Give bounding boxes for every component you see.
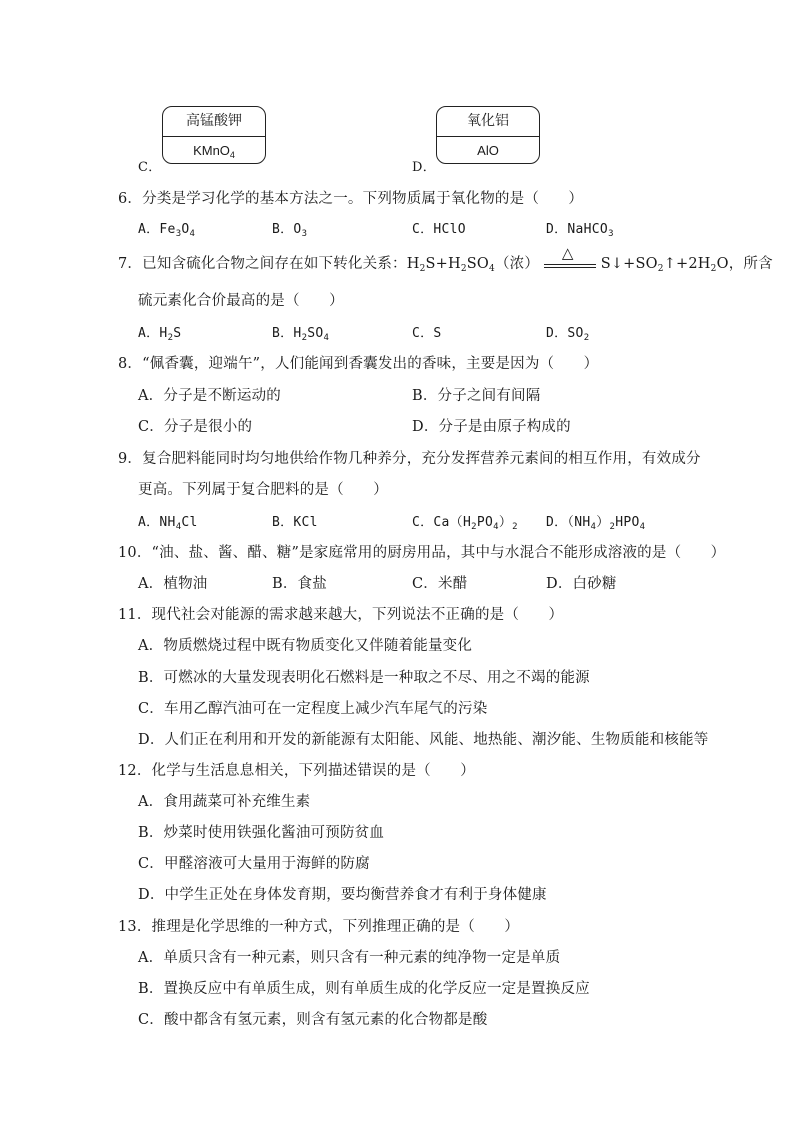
q6-option-a: A．$Fe_3O_4$ bbox=[138, 222, 196, 239]
q12-option-c: C．甲醛溶液可大量用于海鲜的防腐 bbox=[138, 856, 370, 872]
kmno4-card bbox=[162, 106, 266, 164]
q10-option-b: B．食盐 bbox=[272, 576, 327, 592]
q7-option-d: D．$SO_2$ bbox=[546, 326, 590, 343]
question-8-stem: 8．“佩香囊，迎端午”，人们能闻到香囊发出的香味，主要是因为（ ） bbox=[118, 356, 599, 372]
heating-condition-arrow bbox=[544, 244, 596, 272]
card-name: 高锰酸钾 bbox=[163, 107, 265, 137]
card-formula: KMnO$_4$ bbox=[193, 143, 235, 160]
q7-option-c: C．S bbox=[412, 326, 442, 341]
q8-option-b: B．分子之间有间隔 bbox=[412, 388, 541, 404]
q6-option-b: B．$O_3$ bbox=[272, 222, 308, 239]
q7-option-a: A．$H_2S$ bbox=[138, 326, 182, 343]
q12-option-a: A．食用蔬菜可补充维生素 bbox=[138, 794, 311, 810]
option-c-label: C． bbox=[138, 160, 162, 175]
q11-option-d: D．人们正在利用和开发的新能源有太阳能、风能、地热能、潮汐能、生物质能和核能等 bbox=[138, 732, 709, 748]
q12-option-b: B．炒菜时使用铁强化酱油可预防贫血 bbox=[138, 825, 385, 841]
q10-option-c: C．米醋 bbox=[412, 576, 468, 592]
q6-option-c: C．HClO bbox=[412, 222, 466, 237]
question-9-stem: 9．复合肥料能同时均匀地供给作物几种养分，充分发挥营养元素间的相互作用，有效成分 bbox=[118, 451, 701, 467]
option-d-label: D． bbox=[412, 160, 437, 175]
q11-option-b: B．可燃冰的大量发现表明化石燃料是一种取之不尽、用之不竭的能源 bbox=[138, 670, 590, 686]
q9-option-a: A．$NH_4Cl$ bbox=[138, 515, 198, 532]
q8-option-c: C．分子是很小的 bbox=[138, 419, 253, 435]
q13-option-a: A．单质只含有一种元素，则只含有一种元素的纯净物一定是单质 bbox=[138, 950, 561, 966]
question-12-stem: 12．化学与生活息息相关，下列描述错误的是（ ） bbox=[118, 763, 475, 779]
q8-option-d: D．分子是由原子构成的 bbox=[412, 419, 571, 435]
question-6-stem: 6．分类是学习化学的基本方法之一。下列物质属于氧化物的是（ ） bbox=[118, 191, 584, 207]
q6-option-d: D．NaHCO$_3$ bbox=[546, 222, 614, 239]
q10-option-d: D．白砂糖 bbox=[546, 576, 617, 592]
question-13-stem: 13．推理是化学思维的一种方式，下列推理正确的是（ ） bbox=[118, 919, 520, 935]
card-formula: AlO bbox=[477, 143, 499, 158]
question-11-stem: 11．现代社会对能源的需求越来越大，下列说法不正确的是（ ） bbox=[118, 607, 564, 623]
q9-option-c: C．$Ca(H_2PO_4)_2$ bbox=[412, 515, 518, 532]
q8-option-a: A．分子是不断运动的 bbox=[138, 388, 281, 404]
q13-option-b: B．置换反应中有单质生成，则有单质生成的化学反应一定是置换反应 bbox=[138, 981, 590, 997]
q9-option-d: D．$(NH_4)_2HPO_4$ bbox=[546, 515, 646, 532]
q11-option-a: A．物质燃烧过程中既有物质变化又伴随着能量变化 bbox=[138, 638, 473, 654]
question-7-stem-line2: 硫元素化合价最高的是（ ） bbox=[138, 293, 344, 309]
question-7-stem: 7．已知含硫化合物之间存在如下转化关系：$H_2S+H_2SO_4$（浓） △ $S↓+SO_2↑+2H_2O$，所含 bbox=[118, 244, 773, 274]
q9-option-b: B．KCl bbox=[272, 515, 318, 530]
q7-option-b: B．$H_2SO_4$ bbox=[272, 326, 330, 343]
q11-option-c: C．车用乙醇汽油可在一定程度上减少汽车尾气的污染 bbox=[138, 701, 488, 717]
delta-symbol: △ bbox=[561, 244, 574, 262]
alo-card bbox=[436, 106, 540, 164]
q13-option-c: C．酸中都含有氢元素，则含有氢元素的化合物都是酸 bbox=[138, 1012, 488, 1028]
q12-option-d: D．中学生正处在身体发育期，要均衡营养食才有利于身体健康 bbox=[138, 887, 547, 903]
question-10-stem: 10．“油、盐、酱、醋、糖”是家庭常用的厨房用品，其中与水混合不能形成溶液的是（ ） bbox=[118, 545, 726, 561]
q10-option-a: A．植物油 bbox=[138, 576, 208, 592]
card-name: 氧化铝 bbox=[437, 107, 539, 137]
question-9-stem-line2: 更高。下列属于复合肥料的是（ ） bbox=[138, 482, 388, 498]
